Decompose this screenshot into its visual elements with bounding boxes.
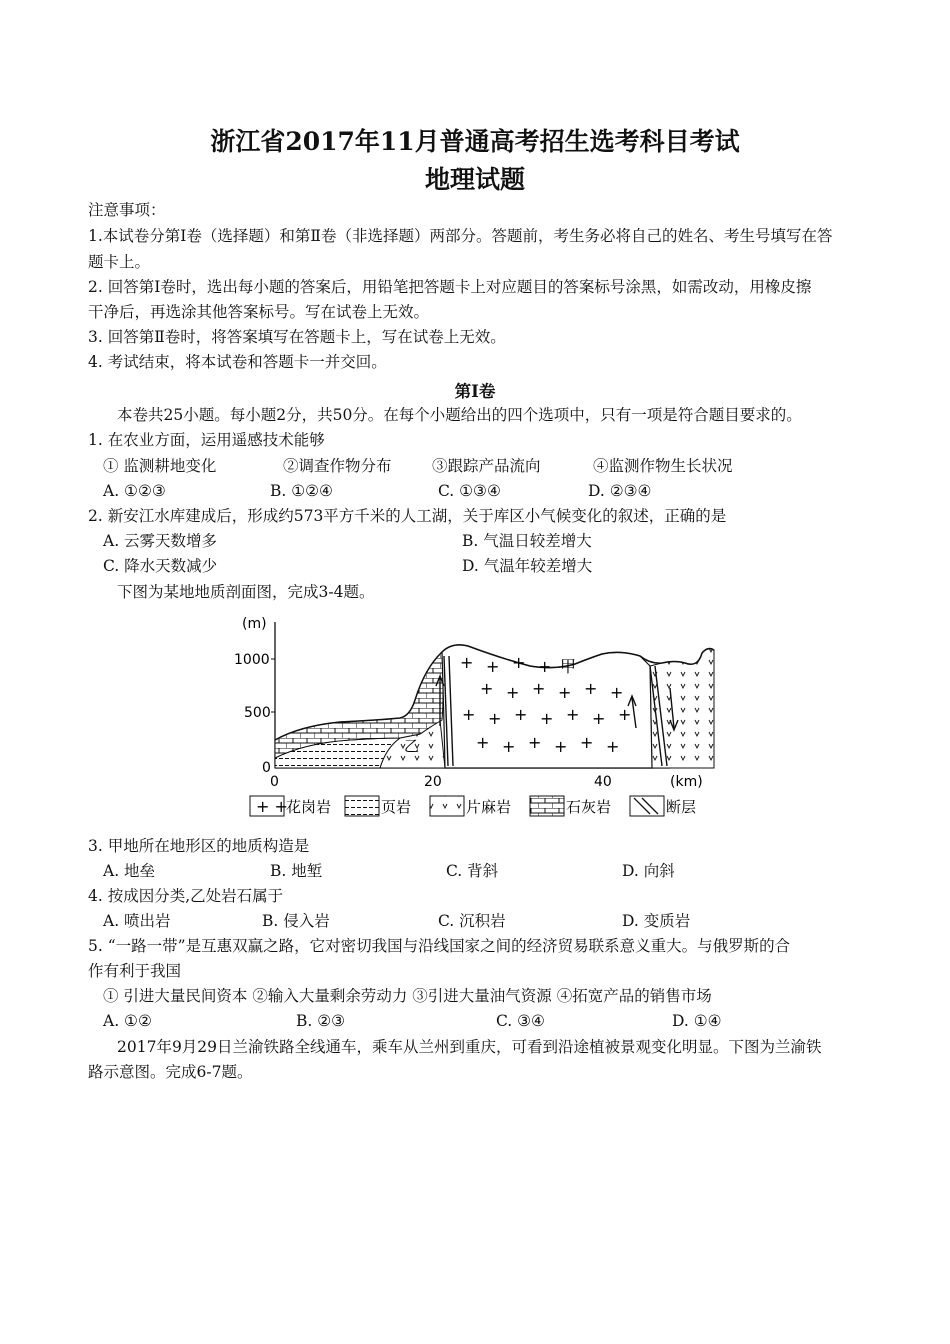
granite-plus-mark: + — [486, 657, 500, 676]
legend-shale: 页岩 — [381, 798, 412, 816]
legend-gneiss: 片麻岩 — [466, 798, 512, 816]
granite-plus-mark: + — [538, 657, 552, 676]
granite-plus-mark: + — [528, 733, 542, 752]
q1-item-4: ④监测作物生长状况 — [593, 457, 733, 475]
label-jia: 甲 — [560, 657, 577, 676]
q1-item-1: ① 监测耕地变化 — [103, 457, 217, 475]
q5-option-c: C. ③④ — [496, 1012, 545, 1030]
note-3: 3. 回答第Ⅱ卷时，将答案填写在答题卡上，写在试卷上无效。 — [88, 328, 506, 346]
q5-option-a: A. ①② — [103, 1012, 152, 1030]
q4-option-a: A. 喷出岩 — [103, 912, 171, 930]
figure1-intro: 下图为某地地质剖面图，完成3-4题。 — [117, 583, 375, 601]
x-tick-20: 20 — [424, 774, 442, 790]
q3-option-a: A. 地垒 — [103, 862, 156, 880]
granite-plus-mark: + — [514, 705, 528, 724]
q3-option-b: B. 地堑 — [270, 862, 323, 880]
y-tick-500: 500 — [244, 705, 271, 721]
q1-item-3: ③跟踪产品流向 — [432, 457, 541, 475]
y-tick-0: 0 — [262, 760, 271, 776]
exam-subtitle: 地理试题 — [424, 165, 525, 194]
q5-option-b: B. ②③ — [296, 1012, 346, 1030]
svg-text:+ +: + + — [256, 797, 288, 816]
notes-heading: 注意事项： — [88, 201, 166, 219]
legend-fault: 断层 — [666, 798, 697, 816]
q2-option-b: B. 气温日较差增大 — [462, 532, 592, 550]
y-axis-unit: (m) — [242, 616, 267, 632]
granite-plus-mark: + — [566, 705, 580, 724]
granite-plus-mark: + — [618, 705, 632, 724]
q1-option-c: C. ①③④ — [438, 482, 501, 500]
q4-option-d: D. 变质岩 — [622, 912, 691, 930]
q3-option-d: D. 向斜 — [622, 862, 675, 880]
granite-plus-mark: + — [584, 679, 598, 698]
q4-option-c: C. 沉积岩 — [438, 912, 506, 930]
legend — [250, 796, 696, 816]
granite-plus-mark: + — [480, 679, 494, 698]
granite-plus-mark: + — [606, 737, 620, 756]
note-1a: 1.本试卷分第Ⅰ卷（选择题）和第Ⅱ卷（非选择题）两部分。答题前，考生务必将自己的姓名、考生号填写在答 — [88, 227, 833, 245]
granite-plus-mark: + — [540, 709, 554, 728]
granite-plus-mark: + — [558, 683, 572, 702]
note-2b: 干净后，再选涂其他答案标号。写在试卷上无效。 — [88, 303, 430, 321]
q5-stem-b: 作有利于我国 — [88, 962, 182, 980]
q2-option-a: A. 云雾天数增多 — [103, 532, 218, 550]
q3-option-c: C. 背斜 — [446, 862, 499, 880]
q2-option-c: C. 降水天数减少 — [103, 557, 218, 575]
granite-plus-mark: + — [488, 709, 502, 728]
note-2a: 2. 回答第Ⅰ卷时，选出每小题的答案后，用铅笔把答题卡上对应题目的答案标号涂黑，如需改动，用橡皮擦 — [88, 278, 812, 296]
q2-stem: 2. 新安江水库建成后，形成约573平方千米的人工湖，关于库区小气候变化的叙述，正确的是 — [88, 507, 727, 525]
q1-stem: 1. 在农业方面，运用遥感技术能够 — [88, 431, 325, 449]
note-4: 4. 考试结束，将本试卷和答题卡一并交回。 — [88, 353, 387, 371]
q2-option-d: D. 气温年较差增大 — [462, 557, 593, 575]
q1-item-2: ②调查作物分布 — [283, 457, 392, 475]
x-axis-unit: (km) — [670, 774, 703, 790]
legend-granite: 花岗岩 — [286, 798, 332, 816]
exam-title: 浙江省2017年11月普通高考招生选考科目考试 — [210, 127, 740, 156]
q4-stem: 4. 按成因分类,乙处岩石属于 — [88, 887, 284, 905]
granite-plus-mark: + — [476, 733, 490, 752]
q67-intro-b: 路示意图。完成6-7题。 — [88, 1063, 253, 1081]
granite-plus-mark: + — [580, 733, 594, 752]
granite-plus-mark: + — [462, 705, 476, 724]
q1-option-d: D. ②③④ — [588, 482, 652, 500]
section-heading: 第Ⅰ卷 — [454, 382, 496, 401]
granite-plus-mark: + — [532, 679, 546, 698]
q3-stem: 3. 甲地所在地形区的地质构造是 — [88, 837, 310, 855]
granite-plus-mark: + — [610, 683, 624, 702]
x-tick-0: 0 — [270, 774, 279, 790]
y-tick-1000: 1000 — [234, 652, 270, 668]
q1-option-a: A. ①②③ — [103, 482, 166, 500]
section-intro: 本卷共25小题。每小题2分，共50分。在每个小题给出的四个选项中，只有一项是符合题目要求的。 — [117, 406, 802, 424]
granite-plus-mark: + — [592, 709, 606, 728]
q5-stem-a: 5. “一路一带”是互惠双赢之路，它对密切我国与沿线国家之间的经济贸易联系意义重大。与俄罗斯的合 — [88, 937, 791, 955]
granite-plus-mark: + — [512, 653, 526, 672]
q5-option-d: D. ①④ — [672, 1012, 722, 1030]
granite-plus-mark: + — [502, 737, 516, 756]
granite-plus-mark: + — [460, 653, 474, 672]
q4-option-b: B. 侵入岩 — [262, 912, 330, 930]
note-1b: 题卡上。 — [88, 253, 151, 271]
x-tick-40: 40 — [594, 774, 612, 790]
legend-limestone: 石灰岩 — [566, 798, 612, 816]
q67-intro-a: 2017年9月29日兰渝铁路全线通车，乘车从兰州到重庆，可看到沿途植被景观变化明显。下图为兰渝铁 — [117, 1038, 822, 1056]
q1-option-b: B. ①②④ — [270, 482, 333, 500]
label-yi: 乙 — [404, 737, 420, 755]
geologic-section-figure — [230, 608, 720, 828]
granite-plus-mark: + — [554, 737, 568, 756]
q5-items: ① 引进大量民间资本 ②输入大量剩余劳动力 ③引进大量油气资源 ④拓宽产品的销售市场 — [103, 987, 712, 1005]
granite-plus-mark: + — [506, 683, 520, 702]
